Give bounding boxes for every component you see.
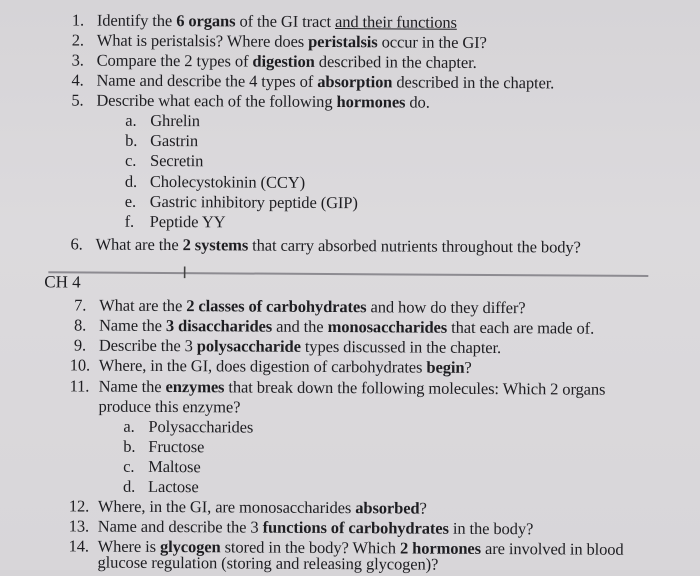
question-13: 13. Name and describe the 3 functions of carbohydrates in the body?: [68, 516, 534, 539]
list-item: c. Maltose: [123, 456, 201, 477]
list-item: e. Gastric inhibitory peptide (GIP): [124, 191, 358, 213]
text-cursor-icon: I: [182, 263, 188, 283]
question-6: 6. What are the 2 systems that carry absorbed nutrients throughout the body?: [70, 234, 581, 257]
question-12: 12. Where, in the GI, are monosaccharides absorbed?: [68, 496, 427, 518]
list-item: d. Cholecystokinin (CCY): [124, 171, 306, 192]
question-3: 3. Compare the 2 types of digestion described in the chapter.: [71, 50, 477, 72]
list-item: a. Ghrelin: [125, 110, 201, 131]
list-item: c. Secretin: [124, 150, 204, 171]
question-7: 7. What are the 2 classes of carbohydrates and how do they differ?: [74, 295, 526, 318]
list-item: a. Polysaccharides: [123, 416, 254, 437]
question-14: 14. Where is glycogen stored in the body? Which 2 hormones are involved in blood: [68, 536, 624, 559]
question-5: 5. Describe what each of the following hormones do.: [71, 90, 430, 112]
question-8: 8. Name the 3 disaccharides and the monosaccharides that each are made of.: [73, 315, 595, 338]
list-item: b. Fructose: [123, 436, 205, 457]
question-11-continuation: produce this enzyme?: [98, 396, 241, 417]
question-2: 2. What is peristalsis? Where does peristalsis occur in the GI?: [71, 30, 487, 52]
section-divider: [48, 271, 648, 277]
question-1: 1. Identify the 6 organs of the GI tract and their functions: [71, 10, 457, 32]
question-9: 9. Describe the 3 polysaccharide types discussed in the chapter.: [73, 335, 502, 358]
question-number: 1.: [71, 10, 85, 30]
chapter-heading: CH 4: [44, 272, 81, 292]
question-14-continuation: glucose regulation (storing and releasing glycogen)?: [97, 552, 439, 574]
question-10: 10. Where, in the GI, does digestion of carbohydrates begin?: [69, 355, 472, 377]
list-item: f. Peptide YY: [124, 211, 226, 232]
question-11: 11. Name the enzymes that break down the following molecules: Which 2 organs: [69, 376, 606, 399]
question-4: 4. Name and describe the 4 types of absorption described in the chapter.: [71, 70, 555, 93]
list-item: b. Gastrin: [125, 130, 199, 151]
list-item: d. Lactose: [122, 476, 199, 497]
